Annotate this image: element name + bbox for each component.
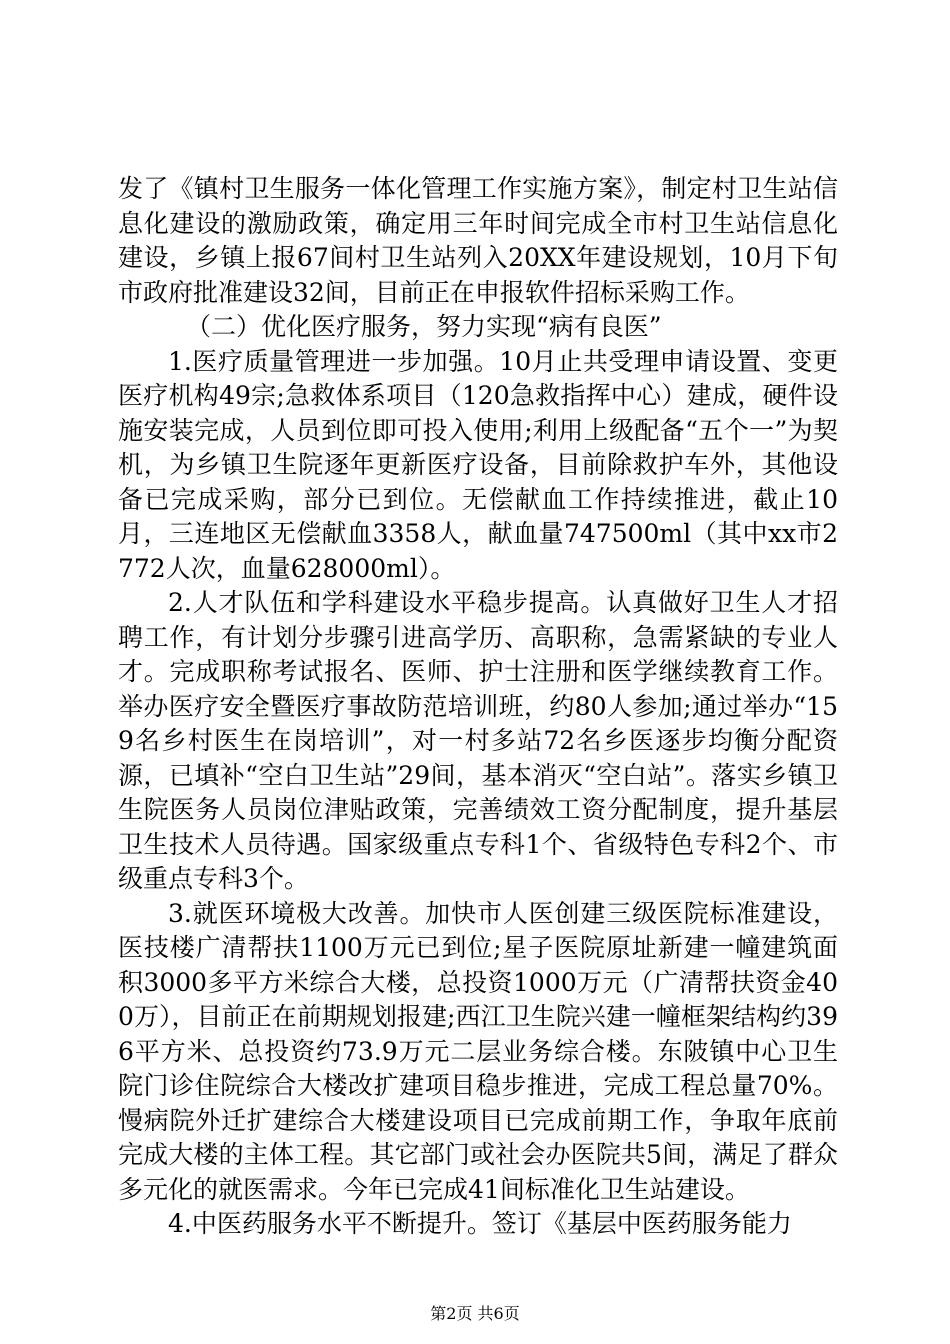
section-heading: （二）优化医疗服务，努力实现“病有良医” [186, 312, 662, 341]
paragraph-talent-team: 2.人才队伍和学科建设水平稳步提高。认真做好卫生人才招聘工作，有计划分步骤引进高学历、高职称，急需紧缺的专业人才。完成职称考试报名、医师、护士注册和医学继续教育工作。举办医疗安全暨医疗事故防范培训班，约80人参加;通过举办“159名乡村医生在岗培训”，对一村多站72名乡医逐步均衡分配资源，已填补“空白卫生站”29间，基本消灭“空白站”。落实乡镇卫生院医务人员岗位津贴政策，完善绩效工资分配制度，提升基层卫生技术人员待遇。国家级重点专科1个、省级特色专科2个、市级重点专科3个。 [118, 588, 838, 893]
paragraph-tcm-service: 4.中医药服务水平不断提升。签订《基层中医药服务能力 [168, 1209, 792, 1238]
paragraph-continuation: 发了《镇村卫生服务一体化管理工作实施方案》，制定村卫生站信息化建设的激励政策，确定用三年时间完成全市村卫生站信息化建设，乡镇上报67间村卫生站列入20XX年建设规划，10月下旬市政府批准建设32间，目前正在申报软件招标采购工作。 [118, 174, 838, 307]
paragraph-medical-environment: 3.就医环境极大改善。加快市人医创建三级医院标准建设，医技楼广清帮扶1100万元已到位;星子医院原址新建一幢建筑面积3000多平方米综合大楼，总投资1000万元（广清帮扶资金400万），目前正在前期规划报建;西江卫生院兴建一幢框架结构约396平方米、总投资约73.9万元二层业务综合楼。东陂镇中心卫生院门诊住院综合大楼改扩建项目稳步推进，完成工程总量70%。慢病院外迁扩建综合大楼建设项目已完成前期工作，争取年底前完成大楼的主体工程。其它部门或社会办医院共5间，满足了群众多元化的就医需求。今年已完成41间标准化卫生站建设。 [118, 898, 838, 1204]
paragraph-medical-quality: 1.医疗质量管理进一步加强。10月止共受理申请设置、变更医疗机构49宗;急救体系项目（120急救指挥中心）建成，硬件设施安装完成，人员到位即可投入使用;利用上级配备“五个一”为契机，为乡镇卫生院逐年更新医疗设备，目前除救护车外，其他设备已完成采购，部分已到位。无偿献血工作持续推进，截止10月，三连地区无偿献血3358人，献血量747500ml（其中xx市2772人次，血量628000ml）。 [118, 346, 838, 583]
document-body [118, 172, 838, 1242]
page-footer: 第2页 共6页 [430, 1304, 520, 1323]
